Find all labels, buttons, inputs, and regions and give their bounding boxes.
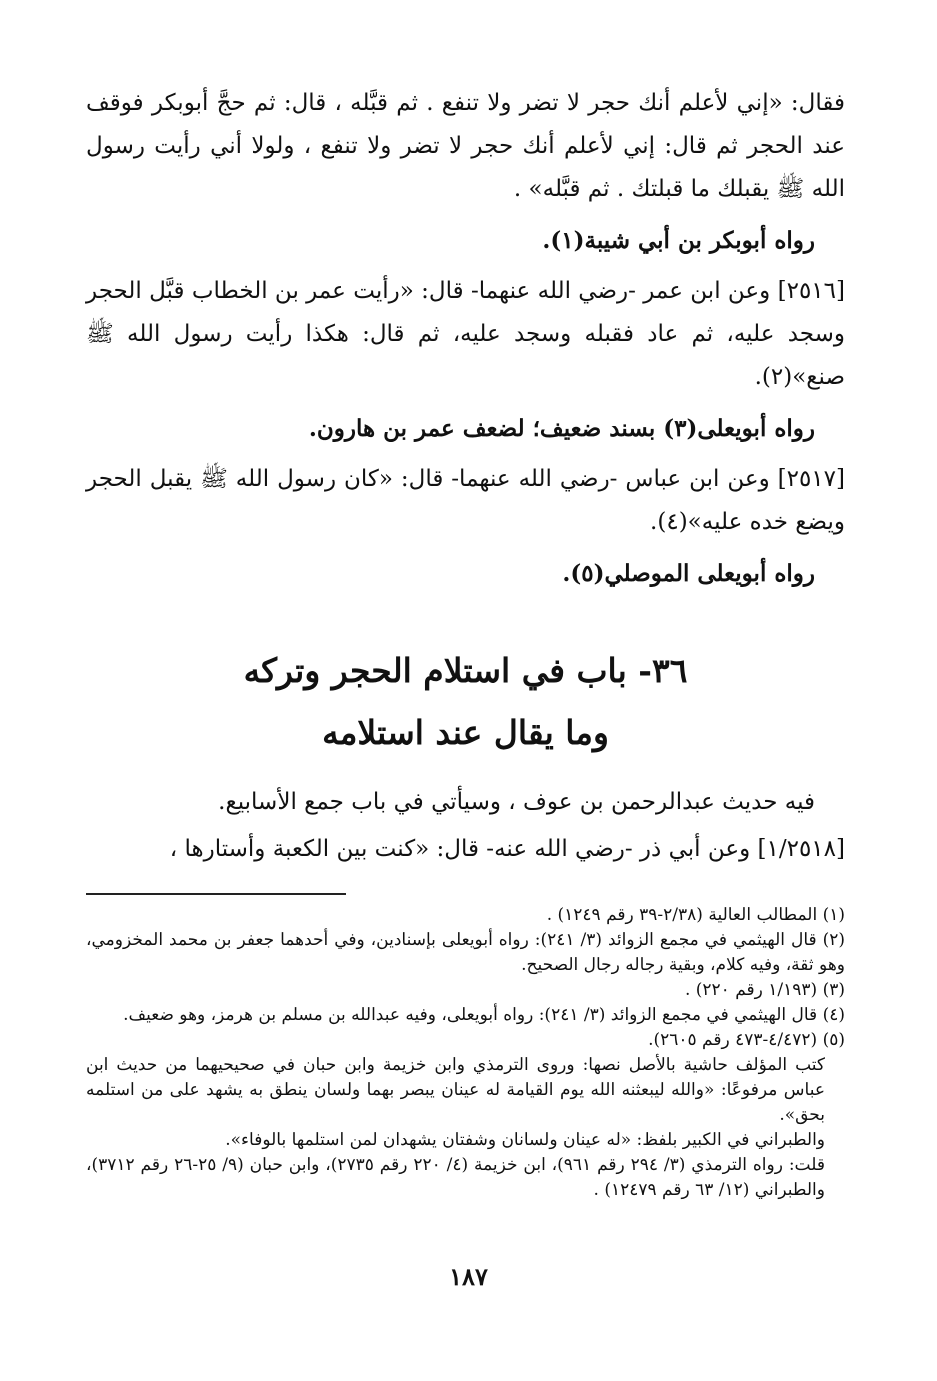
footnote-5-note-1: كتب المؤلف حاشية بالأصل نصها: وروى الترمذي وابن خزيمة وابن حبان في صحيحيهما من حديث ابن عباس مرفوعًا: «والله ليبعثنه الله يوم القيامة له عينان يبصر بهما ولسان ينطق به يشهد على من استلمه بحق». <box>86 1055 825 1125</box>
hadith-2517: [٢٥١٧] وعن ابن عباس -رضي الله عنهما- قال: «كان رسول الله ﷺ يقبل الحجر ويضع خده عليه»(٤). <box>86 466 845 535</box>
page-number: ١٨٧ <box>449 1262 488 1291</box>
footnote-1: (١) المطالب العالية (٢/٣٨-٣٩ رقم ١٢٤٩) . <box>546 905 845 925</box>
chapter-title: ٣٦- باب في استلام الحجر وتركه <box>243 651 688 690</box>
hadith-2516: [٢٥١٦] وعن ابن عمر -رضي الله عنهما- قال: «رأيت عمر بن الخطاب قبَّل الحجر وسجد عليه، ثم عاد فقبله وسجد عليه، ثم قال: هكذا رأيت رسول الله ﷺ صنع»(٢). <box>86 278 845 390</box>
footnotes <box>86 903 845 1203</box>
hadith-2518: [١/٢٥١٨] وعن أبي ذر -رضي الله عنه- قال: «كنت بين الكعبة وأستارها ، <box>169 836 845 862</box>
footnote-2: (٢) قال الهيثمي في مجمع الزوائد (٣/ ٢٤١): رواه أبويعلى بإسنادين، وفي أحدهما جعفر بن محمد المخزومي، وهو ثقة، وفيه كلام، وبقية رجاله رجال الصحيح. <box>86 930 845 975</box>
footnote-3: (٣) (١/١٩٣ رقم ٢٢٠) . <box>684 980 845 1000</box>
narration-source-2: رواه أبويعلى(٣) بسند ضعيف؛ لضعف عمر بن هارون. <box>308 415 815 442</box>
paragraph-continuation: فقال: «إني لأعلم أنك حجر لا تضر ولا تنفع . ثم قبَّله ، قال: ثم حجَّ أبوبكر فوقف عند الحجر ثم قال: إني لأعلم أنك حجر لا تضر ولا تنفع ، ولولا أني رأيت رسول الله ﷺ يقبلك ما قبلتك . ثم قبَّله» . <box>86 90 845 202</box>
chapter-subtitle: وما يقال عند استلامه <box>322 713 609 752</box>
footnote-5: (٥) (٤/٤٧٢-٤٧٣ رقم ٢٦٠٥). <box>648 1030 845 1050</box>
chapter-intro: فيه حديث عبدالرحمن بن عوف ، وسيأتي في باب جمع الأسابيع. <box>218 789 815 815</box>
footnote-4: (٤) قال الهيثمي في مجمع الزوائد (٣/ ٢٤١): رواه أبويعلى، وفيه عبدالله بن مسلم بن هرمز، وهو ضعيف. <box>123 1005 845 1025</box>
narration-source-1: رواه أبوبكر بن أبي شيبة(١). <box>542 227 815 254</box>
narration-source-3: رواه أبويعلى الموصلي(٥). <box>562 560 815 587</box>
footnote-5-note-2: والطبراني في الكبير بلفظ: «له عينان ولسانان وشفتان يشهدان لمن استلمها بالوفاء». <box>225 1130 825 1150</box>
footnote-separator <box>86 893 346 895</box>
footnote-5-note-3: قلت: رواه الترمذي (٣/ ٢٩٤ رقم ٩٦١)، ابن خزيمة (٤/ ٢٢٠ رقم ٢٧٣٥)، وابن حبان (٩/ ٢٥-٢٦ رقم ٣٧١٢)، والطبراني (١٢/ ٦٣ رقم ١٢٤٧٩) . <box>86 1155 825 1200</box>
